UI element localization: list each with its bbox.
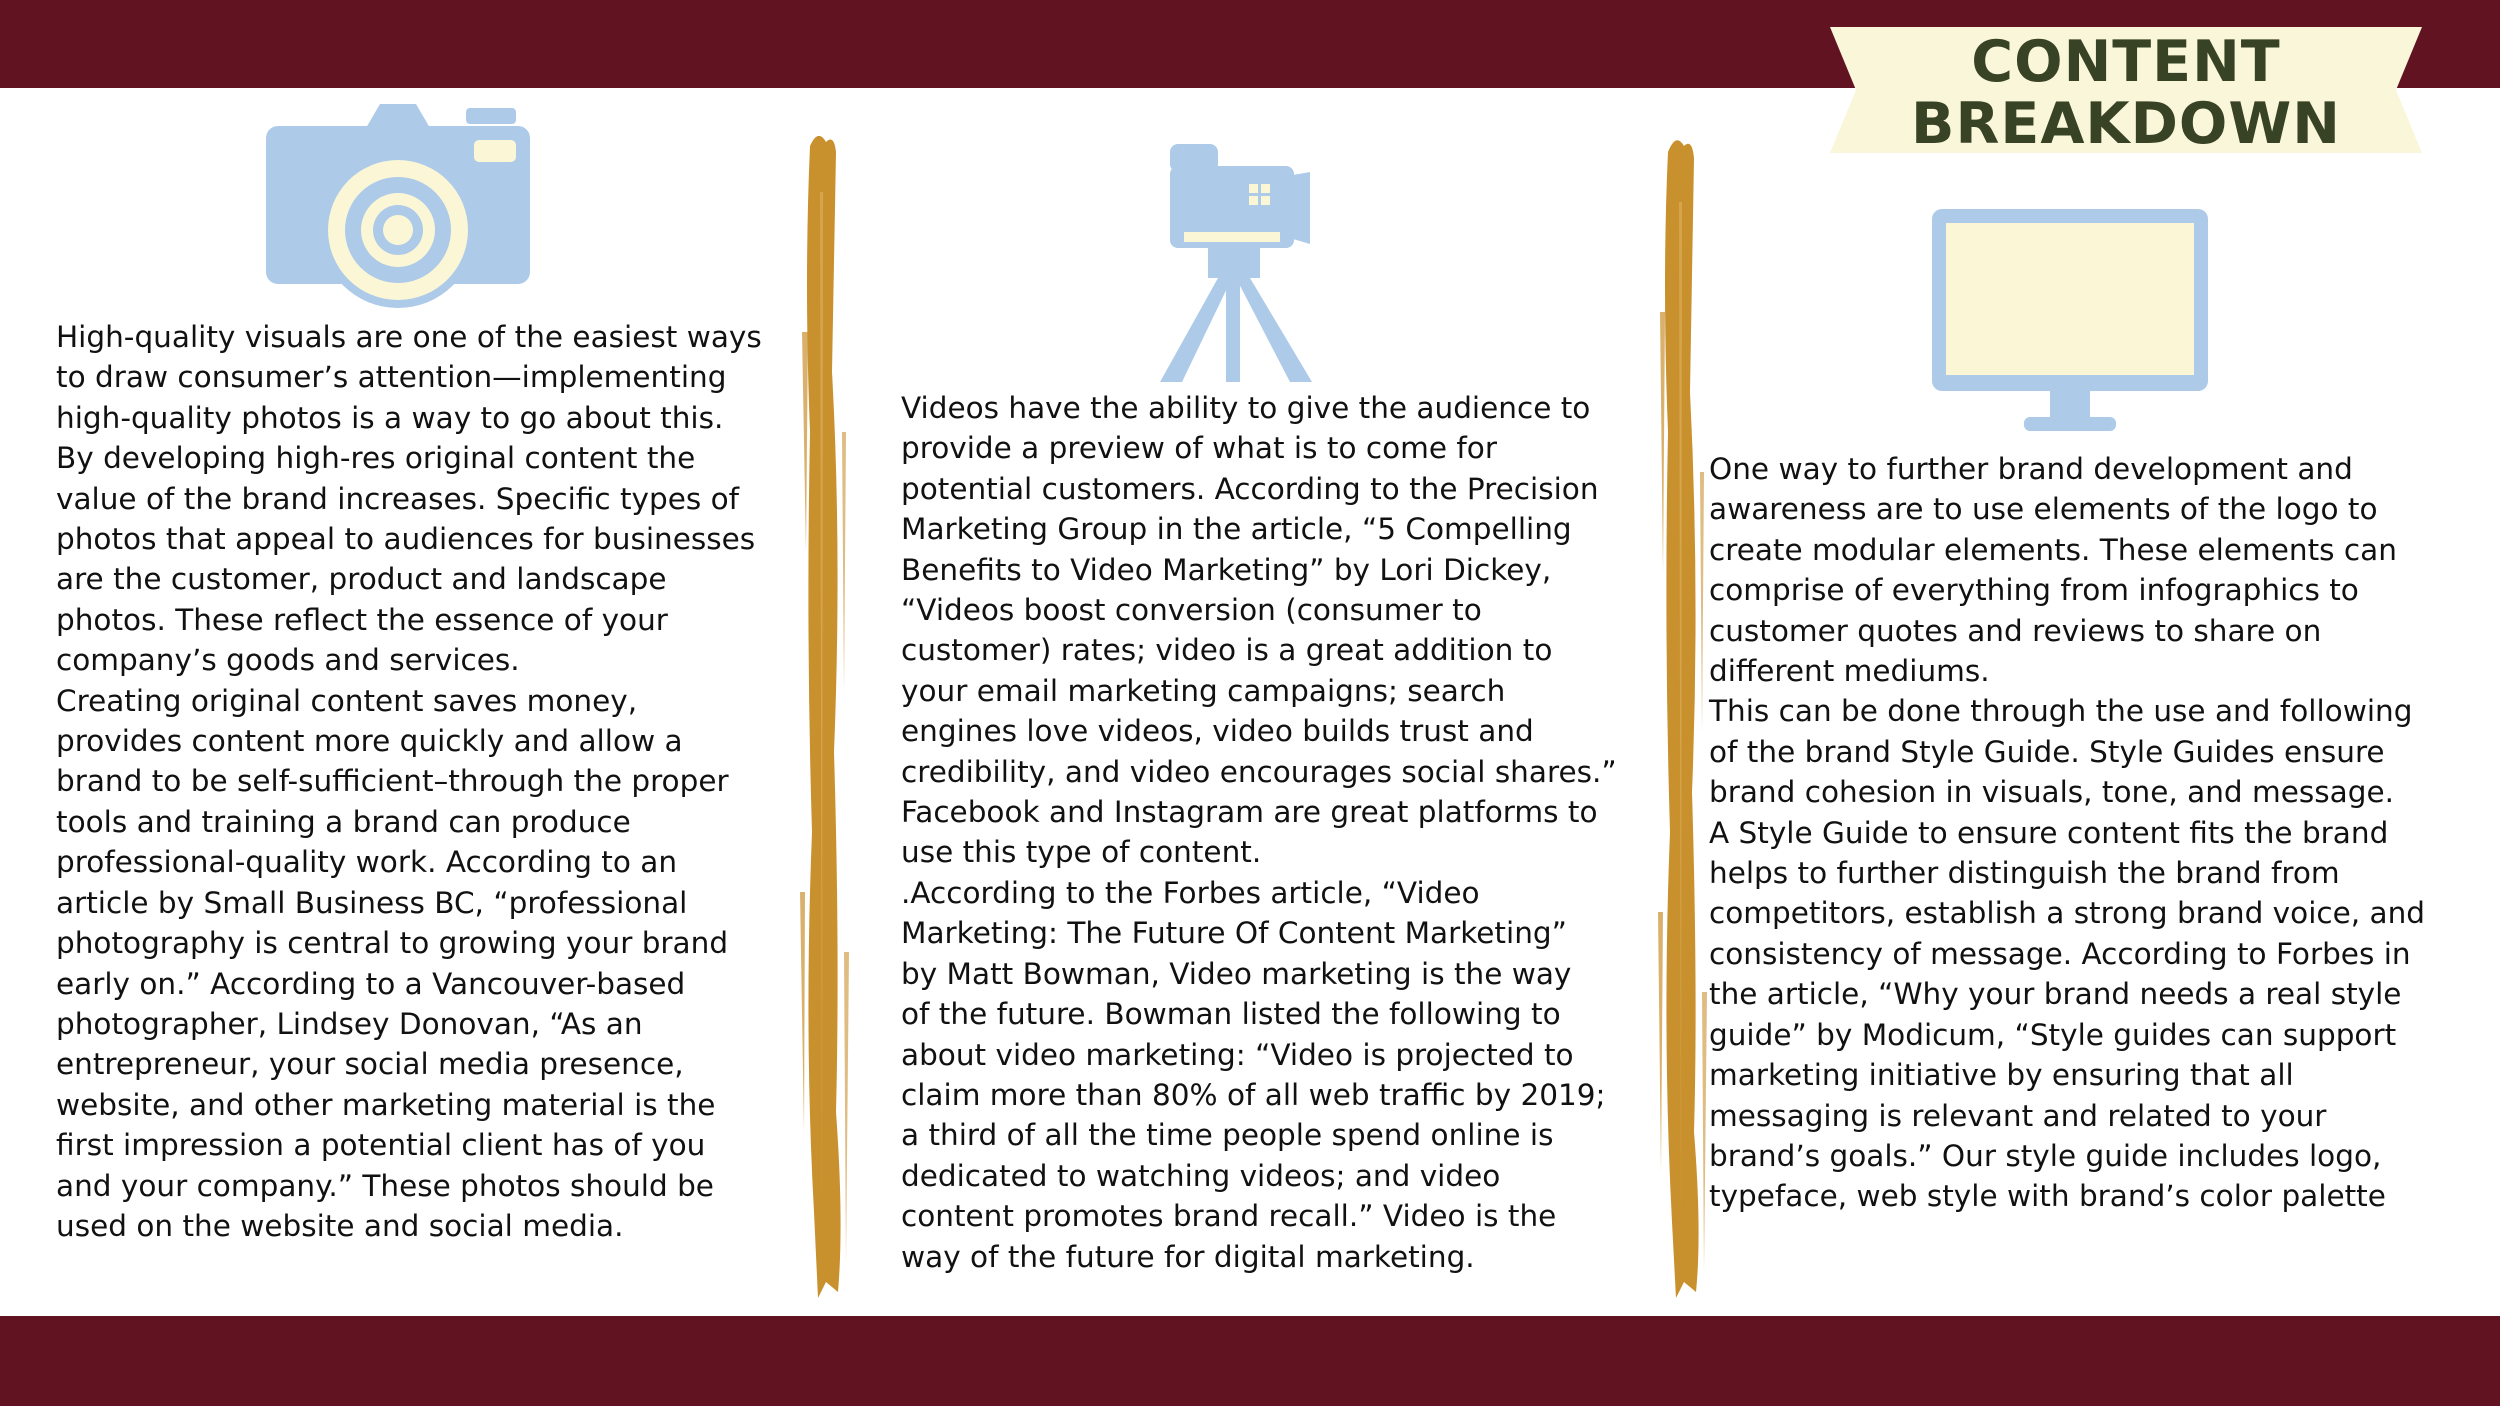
- text-line: helps to further distinguish the brand from: [1709, 856, 2340, 891]
- text-line: brand’s goals.” Our style guide includes logo,: [1709, 1138, 2382, 1173]
- text-line: Benefits to Video Marketing” by Lori Dickey,: [901, 552, 1552, 587]
- text-line: A Style Guide to ensure content fits the brand: [1709, 815, 2389, 850]
- text-line: customer quotes and reviews to share on: [1709, 613, 2322, 648]
- text-line: your email marketing campaigns; search: [901, 673, 1506, 708]
- text-line: brand cohesion in visuals, tone, and message.: [1709, 775, 2394, 810]
- text-line: brand to be self-sufficient–through the proper: [56, 764, 729, 799]
- text-line: by Matt Bowman, Video marketing is the way: [901, 956, 1572, 991]
- monitor-icon: [1932, 209, 2208, 435]
- text-line: Creating original content saves money,: [56, 683, 638, 718]
- text-line: Marketing Group in the article, “5 Compelling: [901, 512, 1572, 547]
- text-line: Videos have the ability to give the audience to: [901, 391, 1591, 425]
- text-line: competitors, establish a strong brand voice, and: [1709, 896, 2426, 931]
- text-line: entrepreneur, your social media presence,: [56, 1047, 684, 1082]
- text-line: .According to the Forbes article, “Video: [901, 875, 1480, 910]
- camera-icon: [266, 102, 534, 312]
- page-title: [1830, 31, 2422, 155]
- text-line: One way to further brand development and: [1709, 452, 2353, 486]
- text-line: article by Small Business BC, “professional: [56, 885, 688, 920]
- text-line: first impression a potential client has of you: [56, 1128, 706, 1163]
- text-line: marketing initiative by ensuring that all: [1709, 1058, 2294, 1093]
- text-line: potential customers. According to the Precision: [901, 471, 1599, 506]
- text-line: By developing high-res original content the: [56, 441, 696, 476]
- text-line: customer) rates; video is a great addition to: [901, 633, 1553, 668]
- text-line: early on.” According to a Vancouver-based: [56, 966, 686, 1001]
- text-line: claim more than 80% of all web traffic by 2019;: [901, 1077, 1606, 1112]
- text-line: This can be done through the use and following: [1709, 694, 2413, 729]
- text-line: website, and other marketing material is the: [56, 1087, 716, 1122]
- text-line: comprise of everything from infographics to: [1709, 573, 2359, 608]
- column-divider-left: [796, 132, 860, 1300]
- text-line: create modular elements. These elements can: [1709, 532, 2397, 567]
- text-line: photographer, Lindsey Donovan, “As an: [56, 1006, 643, 1041]
- text-line: of the future. Bowman listed the following to: [901, 997, 1561, 1032]
- bottom-frame-bar: [0, 1316, 2500, 1406]
- modular-content-text: [1709, 449, 2425, 1217]
- column-divider-right: [1652, 132, 1716, 1300]
- text-line: are the customer, product and landscape: [56, 562, 667, 597]
- text-line: messaging is relevant and related to your: [1709, 1098, 2327, 1133]
- text-line: the article, “Why your brand needs a real style: [1709, 977, 2402, 1012]
- text-line: used on the website and social media.: [56, 1208, 624, 1243]
- text-line: professional-quality work. According to an: [56, 845, 678, 880]
- text-line: to draw consumer’s attention—implementing: [56, 360, 727, 395]
- text-line: way of the future for digital marketing.: [901, 1239, 1475, 1274]
- video-content-text: [901, 388, 1617, 1277]
- text-line: “Videos boost conversion (consumer to: [901, 593, 1482, 628]
- text-line: provide a preview of what is to come for: [901, 431, 1497, 466]
- text-line: Facebook and Instagram are great platforms to: [901, 795, 1598, 830]
- text-line: and your company.” These photos should be: [56, 1168, 714, 1203]
- text-line: photos. These reflect the essence of your: [56, 602, 668, 637]
- text-line: content promotes brand recall.” Video is the: [901, 1199, 1557, 1234]
- text-line: company’s goods and services.: [56, 643, 520, 678]
- page-title-line-2: BREAKDOWN: [1911, 91, 2341, 157]
- text-line: consistency of message. According to Forbes in: [1709, 936, 2411, 971]
- text-line: use this type of content.: [901, 835, 1262, 870]
- text-line: awareness are to use elements of the logo to: [1709, 492, 2378, 527]
- text-line: guide” by Modicum, “Style guides can support: [1709, 1017, 2397, 1052]
- photo-content-text: [56, 317, 762, 1246]
- video-camera-tripod-icon: [1148, 144, 1354, 388]
- text-line: engines love videos, video builds trust and: [901, 714, 1534, 749]
- text-line: credibility, and video encourages social shares.”: [901, 754, 1617, 789]
- text-line: dedicated to watching videos; and video: [901, 1158, 1501, 1193]
- text-line: value of the brand increases. Specific types of: [56, 481, 740, 516]
- text-line: provides content more quickly and allow a: [56, 724, 683, 759]
- text-line: tools and training a brand can produce: [56, 804, 631, 839]
- text-line: photos that appeal to audiences for businesses: [56, 522, 756, 557]
- text-line: typeface, web style with brand’s color palette: [1709, 1179, 2386, 1214]
- title-banner: [1830, 27, 2422, 157]
- text-line: Marketing: The Future Of Content Marketing”: [901, 916, 1567, 951]
- text-line: high-quality photos is a way to go about this.: [56, 400, 724, 435]
- text-line: High-quality visuals are one of the easiest ways: [56, 320, 762, 354]
- text-line: photography is central to growing your brand: [56, 926, 729, 961]
- text-line: of the brand Style Guide. Style Guides ensure: [1709, 734, 2385, 769]
- text-line: different mediums.: [1709, 654, 1990, 689]
- page-title-line-1: CONTENT: [1971, 29, 2281, 95]
- text-line: a third of all the time people spend online is: [901, 1118, 1554, 1153]
- text-line: about video marketing: “Video is projected to: [901, 1037, 1574, 1072]
